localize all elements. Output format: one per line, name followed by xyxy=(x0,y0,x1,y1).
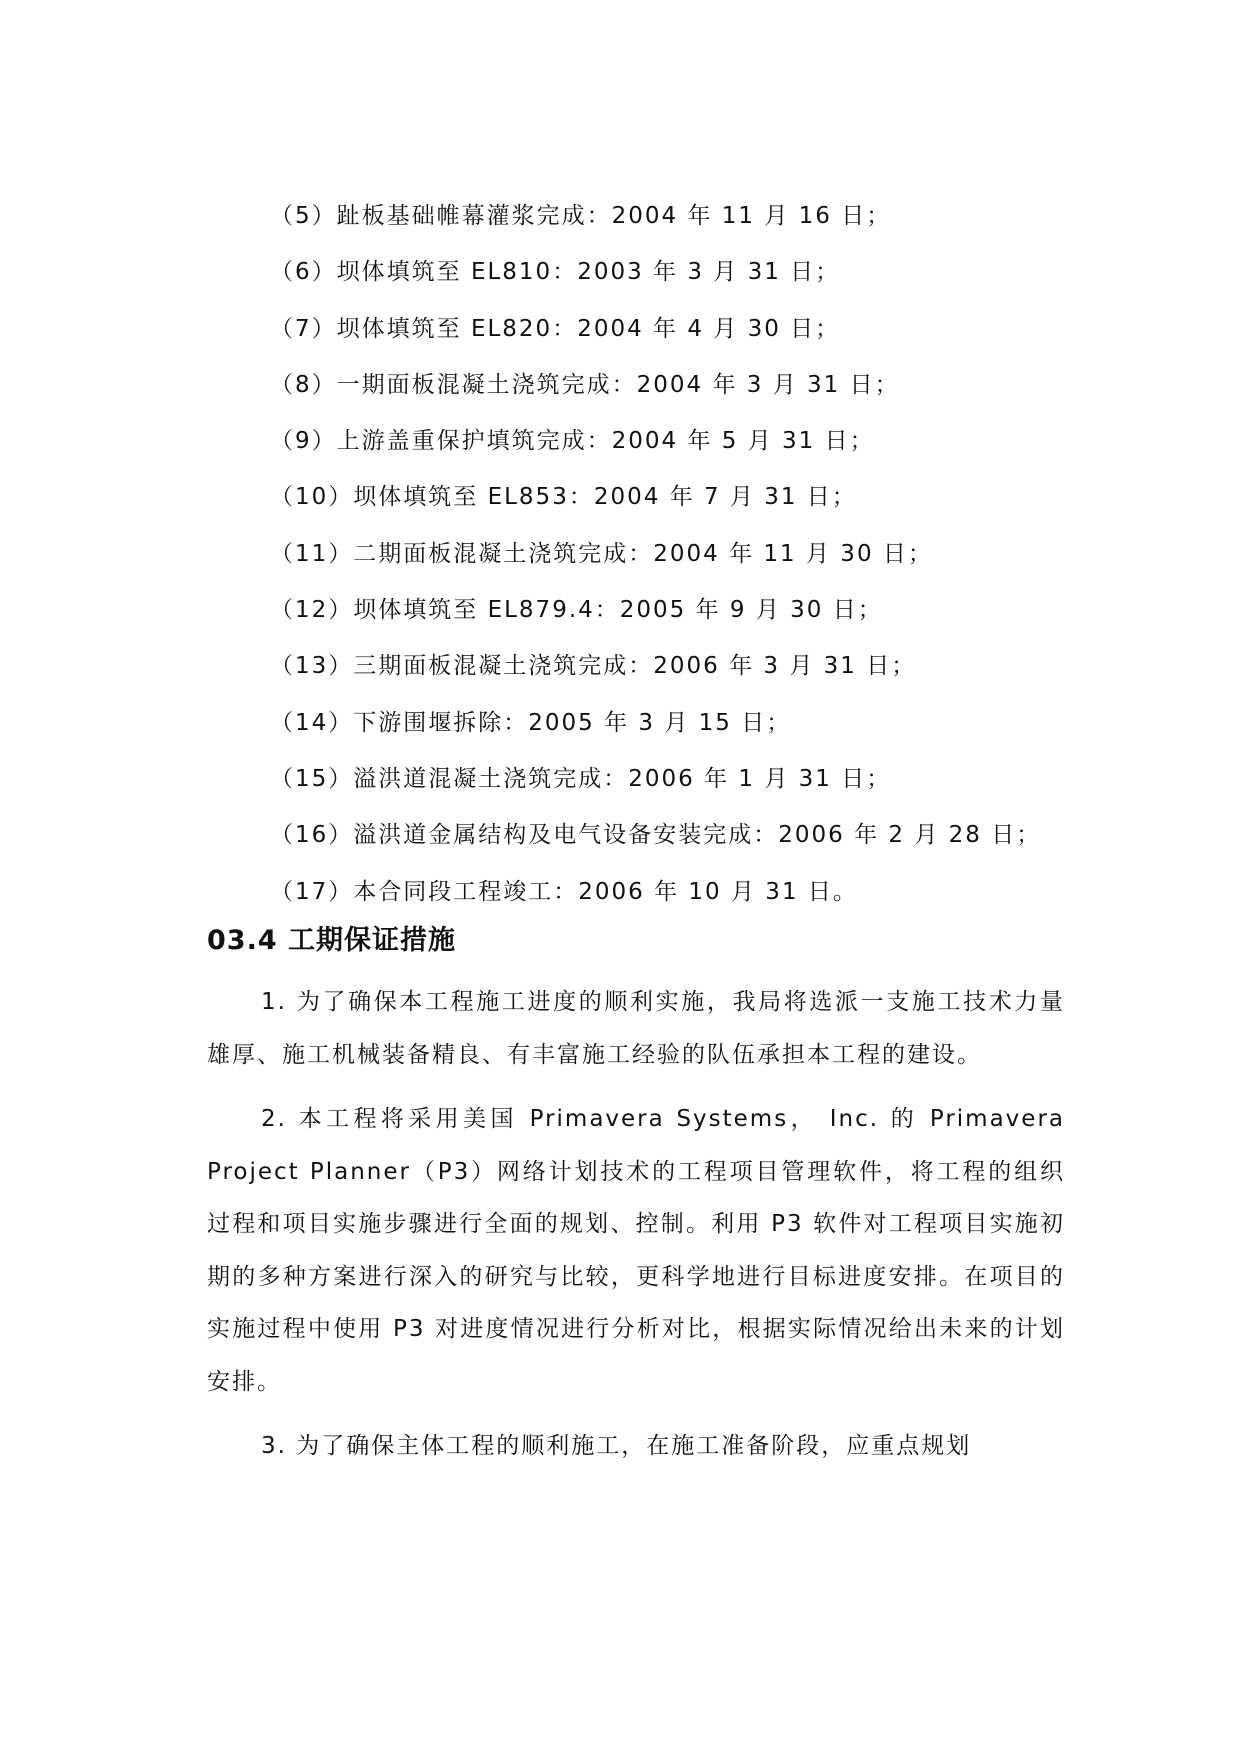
milestone-item: （14）下游围堰拆除：2005 年 3 月 15 日； xyxy=(270,709,792,736)
body-paragraphs xyxy=(207,976,1065,1485)
milestone-item: （12）坝体填筑至 EL879.4：2005 年 9 月 30 日； xyxy=(270,597,883,624)
milestone-item: （7）坝体填筑至 EL820：2004 年 4 月 30 日； xyxy=(270,315,841,342)
milestone-item: （13）三期面板混凝土浇筑完成：2006 年 3 月 31 日； xyxy=(270,653,917,680)
milestone-list xyxy=(270,188,1170,920)
milestone-item: （8）一期面板混凝土浇筑完成：2004 年 3 月 31 日； xyxy=(270,371,900,398)
paragraph-3: 3. 为了确保主体工程的顺利施工，在施工准备阶段，应重点规划 xyxy=(261,1433,972,1459)
milestone-item: （15）溢洪道混凝土浇筑完成：2006 年 1 月 31 日； xyxy=(270,765,892,792)
milestone-item: （11）二期面板混凝土浇筑完成：2004 年 11 月 30 日； xyxy=(270,540,933,567)
milestone-item: （17）本合同段工程竣工：2006 年 10 月 31 日。 xyxy=(270,878,858,905)
milestone-item: （9）上游盖重保护填筑完成：2004 年 5 月 31 日； xyxy=(270,428,875,455)
section-heading: 03.4 工期保证措施 xyxy=(207,925,457,956)
paragraph-2: 2. 本工程将采用美国 Primavera Systems， Inc. 的 Primavera Project Planner（P3）网络计划技术的工程项目管理软件，将工程的组织过程和项目实施步骤进行全面的规划、控制。利用 P3 软件对工程项目实施初期的多种方案进行深入的研究与比较，更科学地进行目标进度安排。在项目的实施过程中使用 P3 对进度情况进行分析对比，根据实际情况给出未来的计划安排。 xyxy=(207,1106,1065,1395)
paragraph-1: 1. 为了确保本工程施工进度的顺利实施，我局将选派一支施工技术力量雄厚、施工机械装备精良、有丰富施工经验的队伍承担本工程的建设。 xyxy=(207,989,1065,1068)
milestone-item: （6）坝体填筑至 EL810：2003 年 3 月 31 日； xyxy=(270,259,841,286)
milestone-item: （5）趾板基础帷幕灌浆完成：2004 年 11 月 16 日； xyxy=(270,203,892,229)
milestone-item: （10）坝体填筑至 EL853：2004 年 7 月 31 日； xyxy=(270,484,857,511)
milestone-item: （16）溢洪道金属结构及电气设备安装完成：2006 年 2 月 28 日； xyxy=(270,822,1042,849)
